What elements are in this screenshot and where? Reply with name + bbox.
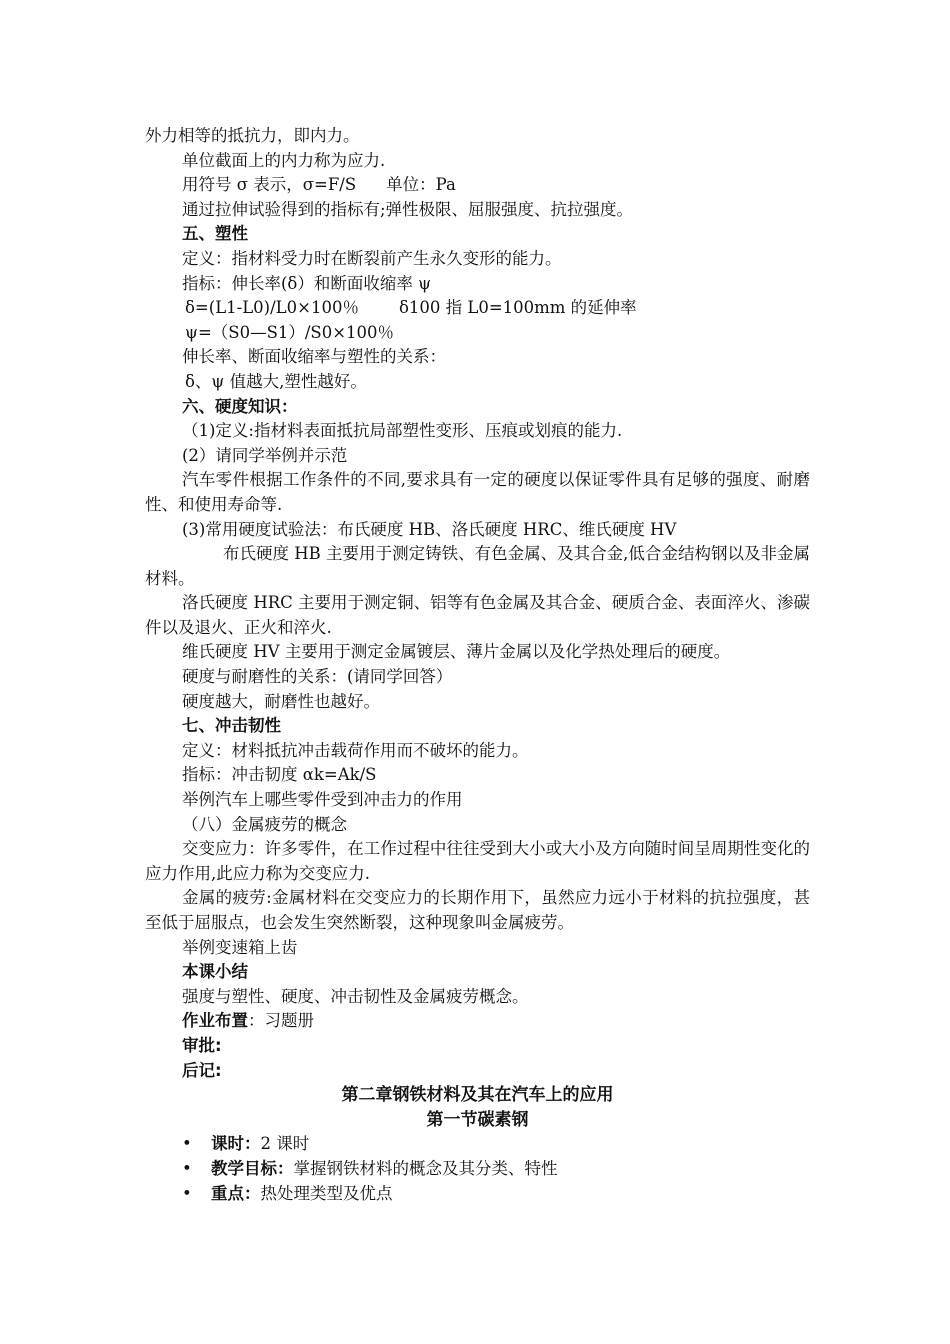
text-line: 定义：指材料受力时在断裂前产生永久变形的能力。 [182, 248, 562, 268]
text-line: 硬度越大，耐磨性也越好。 [182, 691, 380, 711]
text-line: 硬度与耐磨性的关系：(请同学回答） [182, 667, 453, 687]
list-item [145, 1182, 810, 1207]
text-line: (2）请同学举例并示范 [182, 445, 348, 465]
formula-line: ψ=（S0—S1）/S0×100％ [185, 322, 395, 342]
text-line: 单位截面上的内力称为应力. [182, 150, 386, 170]
paragraph: 布氏硬度 HB 主要用于测定铸铁、有色金属、及其合金,低合金结构钢以及非金属材料。 [145, 544, 810, 588]
text-line: 维氏硬度 HV 主要用于测定金属镀层、薄片金属以及化学热处理后的硬度。 [182, 642, 731, 662]
text-line: 伸长率、断面收缩率与塑性的关系： [182, 347, 446, 367]
bullet-icon: • [182, 1158, 192, 1178]
bullet-value: 掌握钢铁材料的概念及其分类、特性 [293, 1158, 558, 1178]
text-line: （八）金属疲劳的概念 [182, 814, 347, 834]
list-item [145, 1157, 810, 1182]
section-heading: 五、塑性 [182, 224, 248, 244]
text-line: 外力相等的抵抗力，即内力。 [145, 126, 360, 145]
homework-value: ：习题册 [248, 1011, 314, 1031]
section-heading: 六、硬度知识： [182, 396, 298, 416]
text-line: (3)常用硬度试验法：布氏硬度 HB、洛氏硬度 HRC、维氏硬度 HV [182, 519, 677, 539]
chapter-title: 第二章钢铁材料及其在汽车上的应用 [341, 1085, 614, 1106]
bullet-label: 课时： [211, 1134, 261, 1154]
section-title: 第一节碳素钢 [426, 1109, 529, 1130]
bullet-icon: • [182, 1183, 192, 1203]
text-line: 用符号 σ 表示，σ=F/S 单位：Pa [182, 175, 456, 195]
text-line: 举例汽车上哪些零件受到冲击力的作用 [182, 790, 463, 810]
paragraph: 汽车零件根据工作条件的不同,要求具有一定的硬度以保证零件具有足够的强度、耐磨性、和使用寿命等. [145, 470, 810, 514]
list-item [145, 1132, 810, 1157]
paragraph: 洛氏硬度 HRC 主要用于测定铜、铝等有色金属及其合金、硬质合金、表面淬火、渗碳件以及退火、正火和淬火. [145, 593, 810, 637]
paragraph: 金属的疲劳:金属材料在交变应力的长期作用下，虽然应力远小于材料的抗拉强度，甚至低于屈服点，也会发生突然断裂，这种现象叫金属疲劳。 [145, 888, 810, 932]
text-line: （1)定义:指材料表面抵抗局部塑性变形、压痕或划痕的能力. [182, 421, 623, 441]
bullet-value: 热处理类型及优点 [260, 1183, 393, 1203]
section-heading: 七、冲击韧性 [182, 716, 281, 736]
homework-label: 作业布置 [182, 1011, 248, 1031]
document-page [145, 124, 810, 1206]
text-line: 强度与塑性、硬度、冲击韧性及金属疲劳概念。 [182, 986, 529, 1006]
bullet-label: 教学目标： [211, 1158, 294, 1178]
homework-line [145, 1009, 810, 1034]
notes-label: 后记: [182, 1060, 222, 1080]
text-line: 指标：冲击韧度 αk=Ak/S [182, 765, 377, 785]
formula-line: δ=(L1-L0)/L0×100％ δ100 指 L0=100mm 的延伸率 [185, 298, 637, 318]
text-line: 通过拉伸试验得到的指标有;弹性极限、屈服强度、抗拉强度。 [182, 199, 634, 219]
text-line: 指标：伸长率(δ）和断面收缩率 ψ [182, 273, 432, 293]
text-line: 定义：材料抵抗冲击载荷作用而不破坏的能力。 [182, 740, 529, 760]
bullet-label: 重点： [211, 1183, 261, 1203]
bullet-icon: • [182, 1134, 192, 1154]
bullet-value: 2 课时 [260, 1134, 310, 1154]
summary-heading: 本课小结 [182, 962, 248, 982]
approval-label: 审批: [182, 1035, 222, 1055]
text-line: 举例变速箱上齿 [182, 937, 298, 957]
text-line: δ、ψ 值越大,塑性越好。 [185, 371, 367, 391]
paragraph: 交变应力：许多零件，在工作过程中往往受到大小或大小及方向随时间呈周期性变化的应力作用,此应力称为交变应力. [145, 839, 810, 883]
